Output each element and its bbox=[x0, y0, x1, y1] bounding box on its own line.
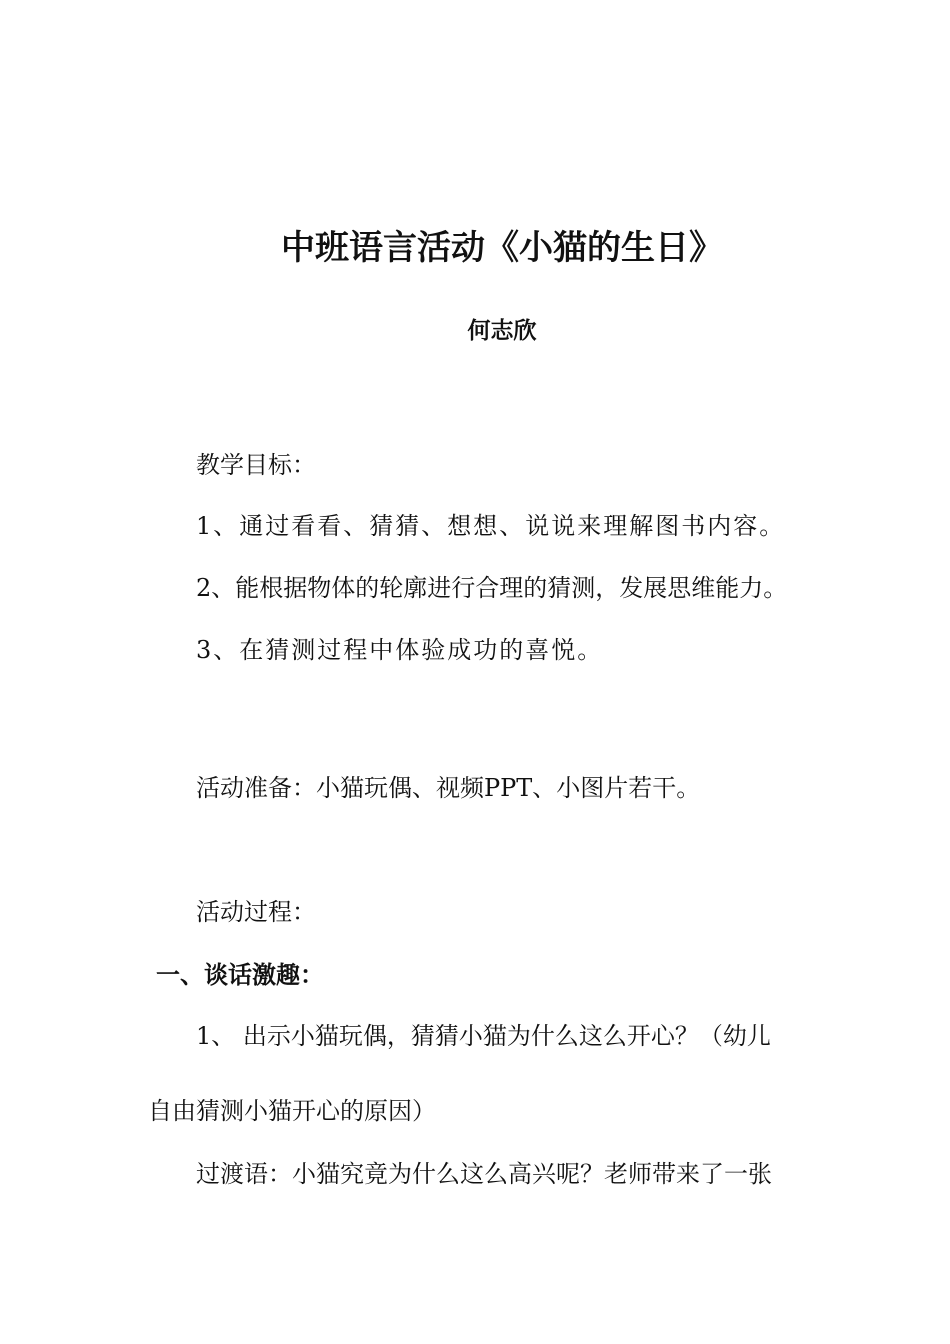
document-author: 何志欣 bbox=[467, 318, 537, 344]
document-title: 中班语言活动《小猫的生日》 bbox=[281, 228, 723, 268]
section-one-heading: 一、谈话激趣： bbox=[156, 961, 324, 989]
step-one-line-1: 1、 出示小猫玩偶，猜猜小猫为什么这么开心？（幼儿 bbox=[196, 1022, 771, 1050]
objective-item-2: 2、能根据物体的轮廓进行合理的猜测，发展思维能力。 bbox=[196, 574, 788, 602]
transition-text: 过渡语：小猫究竟为什么这么高兴呢？老师带来了一张 bbox=[196, 1160, 772, 1188]
step-one-line-2: 自由猜测小猫开心的原因） bbox=[148, 1097, 436, 1125]
process-heading: 活动过程： bbox=[196, 898, 316, 926]
objectives-heading: 教学目标： bbox=[196, 451, 316, 479]
objective-item-3: 3、在猜测过程中体验成功的喜悦。 bbox=[196, 636, 604, 664]
activity-preparation: 活动准备：小猫玩偶、视频PPT、小图片若干。 bbox=[196, 774, 701, 802]
objective-item-1: 1、通过看看、猜猜、想想、说说来理解图书内容。 bbox=[196, 512, 786, 540]
